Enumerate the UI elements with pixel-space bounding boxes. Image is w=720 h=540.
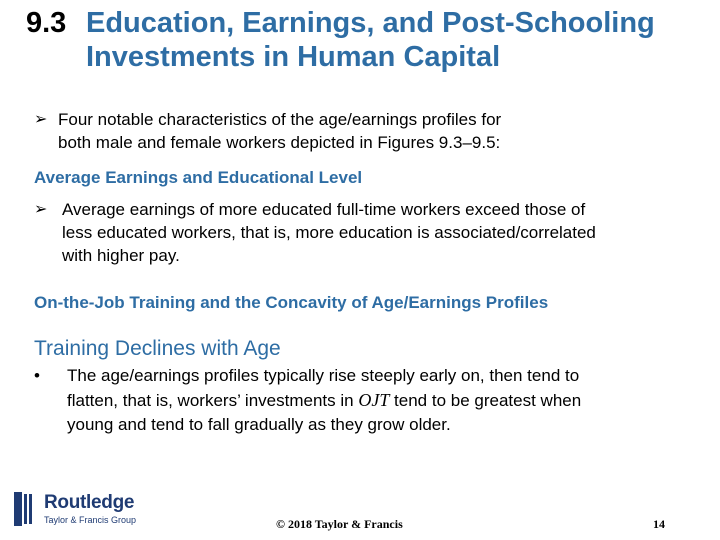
page-number: 14 [653,517,665,531]
routledge-logo-icon [14,492,36,526]
section-heading-ojt: On-the-Job Training and the Concavity of Age/Earnings Profiles [34,293,549,312]
ojt-term: OJT [358,390,390,410]
arrow-bullet-icon: ➢ [34,111,48,128]
slide-title-text [86,6,706,74]
bullet-line: The age/earnings profiles typically rise steeply early on, then tend to [67,366,580,385]
intro-line: Four notable characteristics of the age/earnings profiles for [58,110,502,129]
bullet-line: with higher pay. [62,246,180,265]
bullet-line: young and tend to fall gradually as they grow older. [67,415,451,434]
section-heading-education: Average Earnings and Educational Level [34,168,363,187]
slide-number: 9.3 [26,7,67,39]
logo-subtitle: Taylor & Francis Group [44,515,137,525]
intro-line: both male and female workers depicted in Figures 9.3–9.5: [58,133,501,152]
bullet-line: less educated workers, that is, more education is associated/correlated [62,223,596,242]
bullet-line: flatten, that is, workers’ investments in OJT tend to be greatest when [67,390,582,410]
arrow-bullet-icon: ➢ [34,201,48,218]
routledge-logo [14,490,184,530]
title-line: Education, Earnings, and Post-Schooling [86,7,655,39]
logo-name: Routledge [44,492,135,513]
dot-bullet-icon: • [34,366,40,385]
subheading-training: Training Declines with Age [34,337,281,360]
bullet-line: Average earnings of more educated full-time workers exceed those of [62,200,586,219]
copyright: © 2018 Taylor & Francis [276,517,403,531]
title-line: Investments in Human Capital [86,41,501,73]
